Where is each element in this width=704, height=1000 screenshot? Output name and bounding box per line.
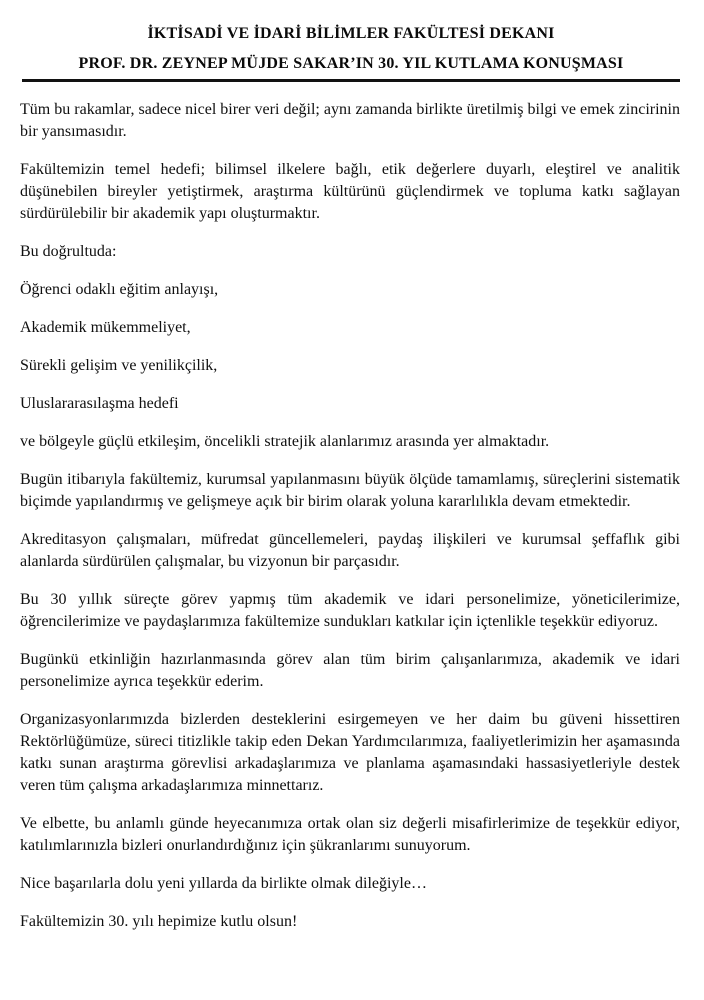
- document-title: İKTİSADİ VE İDARİ BİLİMLER FAKÜLTESİ DEKANI: [147, 25, 555, 42]
- paragraph: Fakültemizin temel hedefi; bilimsel ilkelere bağlı, etik değerlere duyarlı, eleştirel ve analitik düşünebilen bireyler yetiştirmek, araştırma kültürünü güçlendirmek ve topluma katkı sağlayan sürdürülebilir bir akademik yapı oluşturmaktır.: [20, 161, 680, 222]
- paragraph: Sürekli gelişim ve yenilikçilik,: [20, 357, 218, 374]
- paragraph: Ve elbette, bu anlamlı günde heyecanımıza ortak olan siz değerli misafirlerimize de teşekkür ediyor, katılımlarınızla bizleri onurlandırdığınız için şükranlarımı sunuyorum.: [20, 815, 680, 854]
- document-subtitle: PROF. DR. ZEYNEP MÜJDE SAKAR’IN 30. YIL KUTLAMA KONUŞMASI: [78, 55, 624, 72]
- paragraph: Bu doğrultuda:: [20, 243, 117, 260]
- paragraph: Organizasyonlarımızda bizlerden desteklerini esirgemeyen ve her daim bu güveni hissettiren Rektörlüğümüze, süreci titizlikle takip eden Dekan Yardımcılarımıza, faaliyetlerimizin her aşamasında katkı sunan araştırma görevlisi arkadaşlarımıza ve planlama aşamasındaki hassasiyetleriyle destek veren tüm çalışma arkadaşlarımıza minnettarız.: [20, 711, 680, 794]
- paragraph: Uluslararasılaşma hedefi: [20, 395, 179, 412]
- paragraph: ve bölgeyle güçlü etkileşim, öncelikli stratejik alanlarımız arasında yer almaktadır.: [20, 433, 550, 450]
- document-header: [0, 0, 704, 82]
- paragraph: Bugün itibarıyla fakültemiz, kurumsal yapılanmasını büyük ölçüde tamamlamış, süreçlerini sistematik biçimde yapılandırmış ve gelişmeye açık bir birim olarak yoluna kararlılıkla devam etmektedir.: [20, 471, 680, 510]
- document-body: [0, 82, 704, 933]
- paragraph: Bu 30 yıllık süreçte görev yapmış tüm akademik ve idari personelimize, yöneticilerimize, öğrencilerimize ve paydaşlarımıza fakültemize sundukları katkılar için içtenlikle teşekkür ediyoruz.: [20, 591, 680, 630]
- paragraph: Fakültemizin 30. yılı hepimize kutlu olsun!: [20, 913, 298, 930]
- paragraph: Akreditasyon çalışmaları, müfredat güncellemeleri, paydaş ilişkileri ve kurumsal şeffaflık gibi alanlarda sürdürülen çalışmalar, bu vizyonun bir parçasıdır.: [20, 531, 680, 570]
- paragraph: Nice başarılarla dolu yeni yıllarda da birlikte olmak dileğiyle…: [20, 875, 427, 892]
- paragraph: Öğrenci odaklı eğitim anlayışı,: [20, 281, 219, 298]
- paragraph: Tüm bu rakamlar, sadece nicel birer veri değil; aynı zamanda birlikte üretilmiş bilgi ve emek zincirinin bir yansımasıdır.: [20, 101, 680, 140]
- paragraph: Akademik mükemmeliyet,: [20, 319, 191, 336]
- paragraph: Bugünkü etkinliğin hazırlanmasında görev alan tüm birim çalışanlarımıza, akademik ve idari personelimize ayrıca teşekkür ederim.: [20, 651, 680, 690]
